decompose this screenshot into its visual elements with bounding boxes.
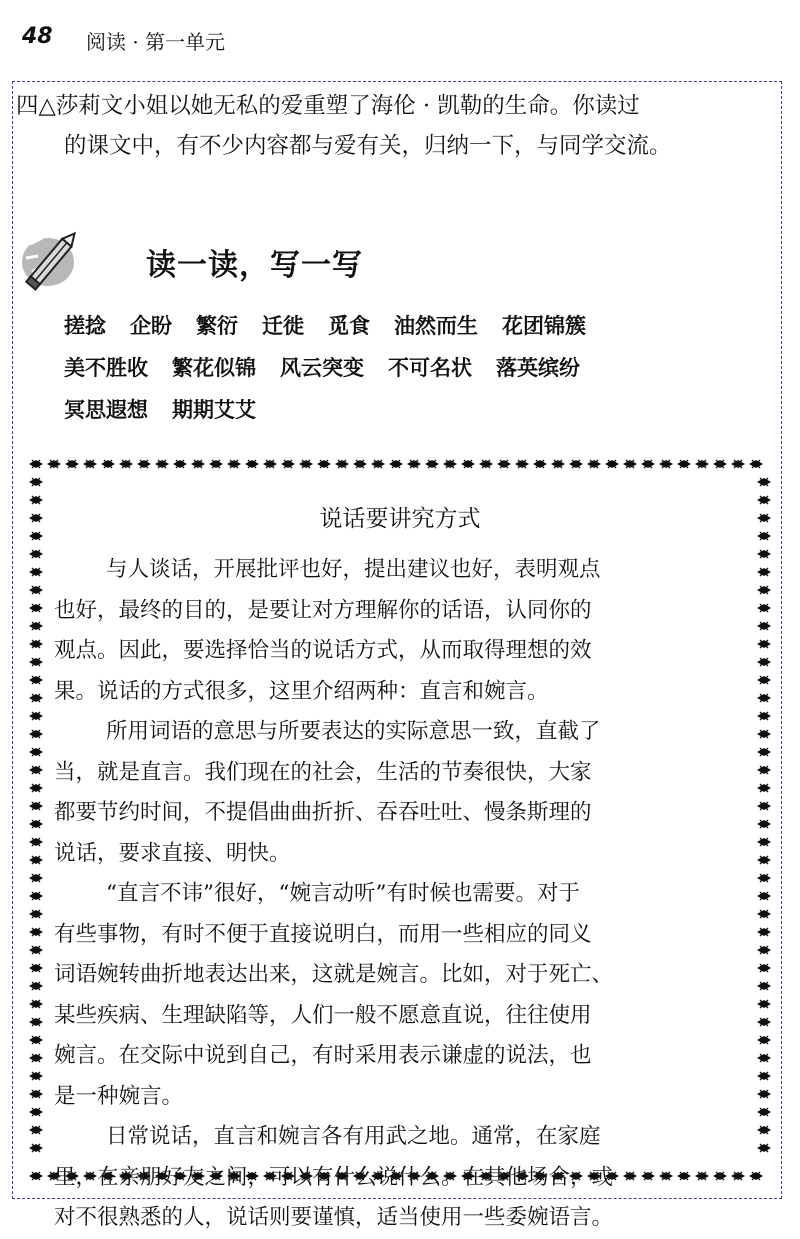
vocab-word: 企盼 <box>130 313 172 338</box>
article-line: “直言不讳”很好，“婉言动听”有时候也需要。对于 <box>106 881 580 906</box>
article-line: 日常说话，直言和婉言各有用武之地。通常，在家庭 <box>106 1124 601 1149</box>
vocab-word: 美不胜收 <box>64 355 148 380</box>
vocab-word: 花团锦簇 <box>502 313 586 338</box>
intro-paragraph <box>16 86 778 166</box>
vocab-word: 期期艾艾 <box>172 397 256 422</box>
vocab-word: 觅食 <box>328 313 370 338</box>
article-title: 说话要讲究方式 <box>319 506 481 532</box>
article-line: 观点。因此，要选择恰当的说话方式，从而取得理想的效 <box>54 638 592 663</box>
pencil-icon <box>18 222 88 292</box>
article-line: 也好，最终的目的，是要让对方理解你的话语，认同你的 <box>54 597 592 623</box>
vocab-word: 落英缤纷 <box>496 355 580 380</box>
vocab-word: 冥思遐想 <box>64 397 148 422</box>
article-line: 与人谈话，开展批评也好，提出建议也好，表明观点 <box>106 557 601 582</box>
vocab-word: 迁徙 <box>262 313 304 338</box>
article-line: 对不很熟悉的人，说话则要谨慎，适当使用一些委婉语言。 <box>54 1205 614 1230</box>
word-row <box>64 352 764 394</box>
vocab-word: 油然而生 <box>394 313 478 338</box>
article-line: 某些疾病、生理缺陷等，人们一般不愿意直说，往往使用 <box>54 1002 592 1028</box>
section-title-header: 阅读 · 第一单元 <box>86 30 226 54</box>
article-body <box>54 550 748 1239</box>
article-line: 婉言。在交际中说到自己，有时采用表示谦虚的说法，也 <box>54 1043 592 1068</box>
article-line: 果。说话的方式很多，这里介绍两种：直言和婉言。 <box>54 678 549 704</box>
vocab-word: 不可名状 <box>388 355 472 380</box>
intro-line: 的课文中，有不少内容都与爱有关，归纳一下，与同学交流。 <box>64 133 672 159</box>
article-line: 里，在亲朋好友之间，可以有什么说什么。在其他场合，或 <box>54 1164 614 1190</box>
page-number: 48 <box>22 24 53 49</box>
intro-line: 四△莎莉文小姐以她无私的爱重塑了海伦 · 凯勒的生命。你读过 <box>16 93 640 119</box>
article-line: 都要节约时间，不提倡曲曲折折、吞吞吐吐、慢条斯理的 <box>54 800 592 825</box>
article-line: 词语婉转曲折地表达出来，这就是婉言。比如，对于死亡、 <box>54 962 614 987</box>
section-heading: 读一读，写一写 <box>146 248 363 283</box>
article-line: 是一种婉言。 <box>54 1083 184 1109</box>
article-line: 所用词语的意思与所要表达的实际意思一致，直截了 <box>106 719 601 744</box>
article-line: 当，就是直言。我们现在的社会，生活的节奏很快，大家 <box>54 759 592 785</box>
word-row <box>64 310 764 352</box>
word-list <box>64 310 764 436</box>
article-line: 有些事物，有时不便于直接说明白，而用一些相应的同义 <box>54 921 592 947</box>
word-row <box>64 394 764 436</box>
vocab-word: 繁花似锦 <box>172 355 256 380</box>
vocab-word: 搓捻 <box>64 313 106 338</box>
vocab-word: 繁衍 <box>196 313 238 338</box>
vocab-word: 风云突变 <box>280 355 364 380</box>
article-line: 说话，要求直接、明快。 <box>54 840 291 866</box>
